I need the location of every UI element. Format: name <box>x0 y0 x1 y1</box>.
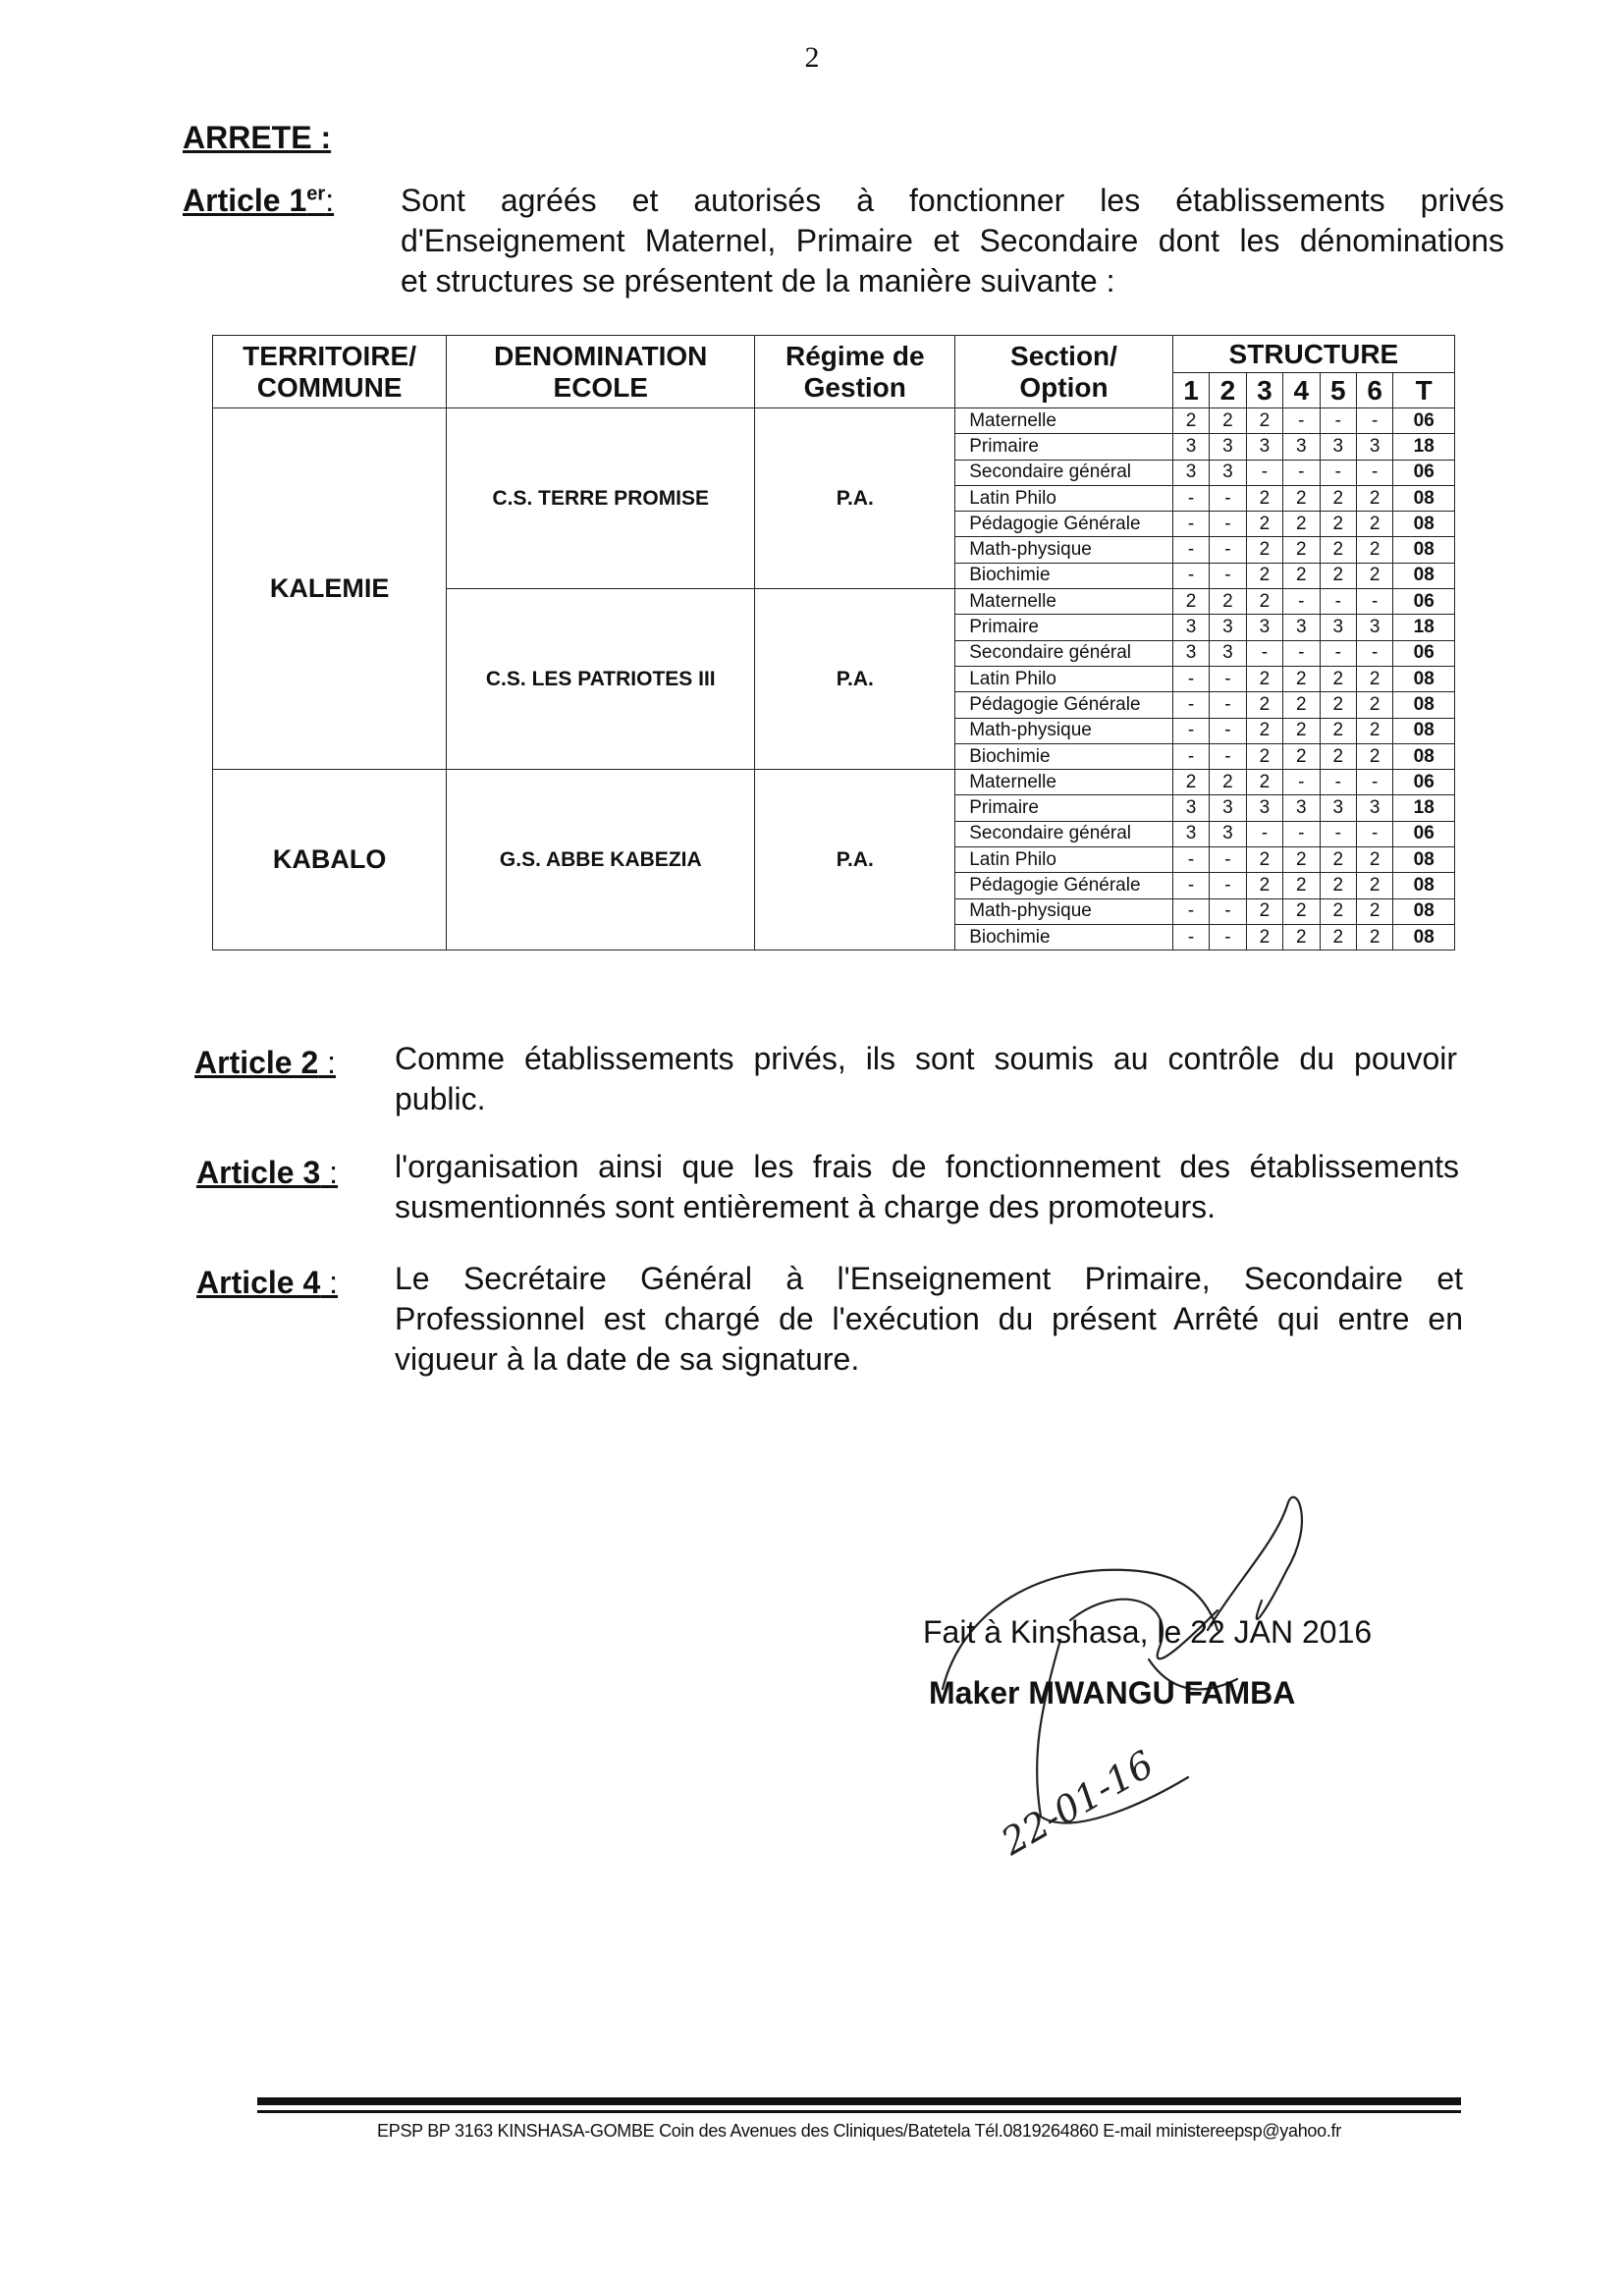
header-regime-line1: Régime de <box>785 340 925 371</box>
structure-value-cell: - <box>1172 718 1209 743</box>
header-territoire-line1: TERRITOIRE/ <box>243 340 417 371</box>
structure-value-cell: - <box>1356 770 1392 795</box>
article-3-line: l'organisation ainsi que les frais de fonctionnement des établissements <box>395 1149 1459 1184</box>
structure-value-cell: 2 <box>1283 666 1320 691</box>
structure-value-cell: 2 <box>1246 512 1282 537</box>
option-cell: Secondaire général <box>955 640 1173 666</box>
structure-value-cell: - <box>1246 821 1282 846</box>
structure-value-cell: - <box>1172 847 1209 873</box>
structure-value-cell: 2 <box>1356 743 1392 769</box>
structure-value-cell: - <box>1172 563 1209 588</box>
header-territoire-line2: COMMUNE <box>256 371 403 403</box>
structure-value-cell: 2 <box>1356 847 1392 873</box>
option-cell: Math-physique <box>955 537 1173 563</box>
structure-value-cell: 3 <box>1246 615 1282 640</box>
header-col-1: 1 <box>1172 373 1209 408</box>
article-2-label-text: Article 2 <box>194 1045 319 1080</box>
structure-value-cell: 2 <box>1320 743 1356 769</box>
article-4-label <box>196 1265 338 1301</box>
structure-total-cell: 18 <box>1393 615 1455 640</box>
structure-value-cell: - <box>1320 640 1356 666</box>
option-cell: Primaire <box>955 434 1173 460</box>
structure-value-cell: - <box>1210 743 1246 769</box>
structure-value-cell: 2 <box>1246 847 1282 873</box>
structure-value-cell: 2 <box>1246 924 1282 950</box>
header-col-3: 3 <box>1246 373 1282 408</box>
structure-value-cell: - <box>1283 770 1320 795</box>
article-1-line: Sont agréés et autorisés à fonctionner les établissements privés <box>401 183 1504 218</box>
structure-value-cell: 2 <box>1283 898 1320 924</box>
structure-value-cell: - <box>1210 847 1246 873</box>
structure-value-cell: 3 <box>1320 795 1356 821</box>
structure-value-cell: 2 <box>1320 666 1356 691</box>
structure-value-cell: - <box>1210 873 1246 898</box>
structure-value-cell: 2 <box>1320 873 1356 898</box>
handwritten-date: 22-01-16 <box>994 1742 1162 1864</box>
header-col-2: 2 <box>1210 373 1246 408</box>
structure-value-cell: 2 <box>1356 924 1392 950</box>
structure-total-cell: 08 <box>1393 924 1455 950</box>
structure-value-cell: 2 <box>1283 692 1320 718</box>
structure-value-cell: 3 <box>1320 615 1356 640</box>
structure-value-cell: - <box>1356 408 1392 434</box>
structure-value-cell: 2 <box>1356 692 1392 718</box>
article-3-colon: : <box>320 1155 339 1190</box>
structure-total-cell: 06 <box>1393 770 1455 795</box>
structure-total-cell: 06 <box>1393 408 1455 434</box>
structure-value-cell: 3 <box>1210 640 1246 666</box>
structure-value-cell: - <box>1210 537 1246 563</box>
table-row <box>213 770 1455 795</box>
territory-cell: KALEMIE <box>213 408 447 770</box>
structure-value-cell: - <box>1320 821 1356 846</box>
structure-value-cell: - <box>1172 873 1209 898</box>
option-cell: Secondaire général <box>955 821 1173 846</box>
structure-value-cell: - <box>1210 924 1246 950</box>
structure-total-cell: 06 <box>1393 640 1455 666</box>
regime-cell: P.A. <box>755 589 955 770</box>
structure-value-cell: 3 <box>1172 615 1209 640</box>
structure-value-cell: 2 <box>1320 537 1356 563</box>
structure-value-cell: 2 <box>1210 770 1246 795</box>
structure-value-cell: 2 <box>1356 873 1392 898</box>
structure-value-cell: 2 <box>1356 537 1392 563</box>
page-number: 2 <box>804 41 820 74</box>
option-cell: Math-physique <box>955 898 1173 924</box>
structure-value-cell: - <box>1283 408 1320 434</box>
header-col-6: 6 <box>1356 373 1392 408</box>
structure-value-cell: - <box>1246 460 1282 485</box>
structure-value-cell: - <box>1246 640 1282 666</box>
structure-value-cell: 2 <box>1246 692 1282 718</box>
structure-value-cell: - <box>1210 512 1246 537</box>
structure-total-cell: 06 <box>1393 589 1455 615</box>
article-2-line: Comme établissements privés, ils sont soumis au contrôle du pouvoir <box>395 1041 1457 1076</box>
structure-total-cell: 08 <box>1393 873 1455 898</box>
school-name-cell: G.S. ABBE KABEZIA <box>447 770 755 950</box>
structure-value-cell: 3 <box>1320 434 1356 460</box>
structure-value-cell: 2 <box>1283 743 1320 769</box>
structure-value-cell: - <box>1356 460 1392 485</box>
structure-value-cell: - <box>1210 692 1246 718</box>
signer-name: Maker MWANGU FAMBA <box>929 1675 1296 1711</box>
structure-value-cell: - <box>1283 821 1320 846</box>
header-col-total: T <box>1393 373 1455 408</box>
option-cell: Biochimie <box>955 563 1173 588</box>
structure-total-cell: 08 <box>1393 666 1455 691</box>
structure-value-cell: 2 <box>1283 485 1320 511</box>
structure-value-cell: 2 <box>1246 485 1282 511</box>
structure-value-cell: 2 <box>1320 485 1356 511</box>
structure-table <box>212 335 1455 950</box>
article-4-line: vigueur à la date de sa signature. <box>395 1341 860 1377</box>
structure-value-cell: - <box>1172 924 1209 950</box>
structure-value-cell: 2 <box>1246 563 1282 588</box>
structure-value-cell: 2 <box>1283 718 1320 743</box>
article-2-label <box>194 1045 336 1081</box>
structure-value-cell: - <box>1210 485 1246 511</box>
article-3-line: susmentionnés sont entièrement à charge des promoteurs. <box>395 1189 1217 1224</box>
structure-total-cell: 08 <box>1393 563 1455 588</box>
article-1-sup: er <box>306 183 326 205</box>
option-cell: Maternelle <box>955 770 1173 795</box>
structure-value-cell: - <box>1283 589 1320 615</box>
structure-value-cell: 2 <box>1246 718 1282 743</box>
option-cell: Latin Philo <box>955 666 1173 691</box>
structure-value-cell: - <box>1210 666 1246 691</box>
option-cell: Maternelle <box>955 589 1173 615</box>
structure-value-cell: 2 <box>1172 408 1209 434</box>
structure-value-cell: 3 <box>1172 640 1209 666</box>
header-denomination-line2: ECOLE <box>553 371 648 403</box>
structure-value-cell: - <box>1172 485 1209 511</box>
structure-value-cell: 2 <box>1320 898 1356 924</box>
structure-value-cell: 2 <box>1283 873 1320 898</box>
structure-value-cell: 2 <box>1356 898 1392 924</box>
option-cell: Secondaire général <box>955 460 1173 485</box>
structure-value-cell: - <box>1172 537 1209 563</box>
structure-value-cell: 2 <box>1246 898 1282 924</box>
structure-total-cell: 18 <box>1393 795 1455 821</box>
article-4-text <box>395 1259 1463 1380</box>
structure-value-cell: 2 <box>1283 512 1320 537</box>
structure-value-cell: 3 <box>1210 821 1246 846</box>
option-cell: Latin Philo <box>955 847 1173 873</box>
structure-value-cell: 3 <box>1356 615 1392 640</box>
structure-total-cell: 06 <box>1393 460 1455 485</box>
structure-value-cell: 2 <box>1246 770 1282 795</box>
structure-value-cell: - <box>1283 460 1320 485</box>
structure-value-cell: 3 <box>1172 795 1209 821</box>
option-cell: Latin Philo <box>955 485 1173 511</box>
header-section-line2: Option <box>1019 371 1109 403</box>
structure-value-cell: 2 <box>1283 563 1320 588</box>
structure-value-cell: - <box>1356 821 1392 846</box>
structure-value-cell: 3 <box>1210 795 1246 821</box>
structure-value-cell: 3 <box>1246 434 1282 460</box>
structure-value-cell: 2 <box>1283 924 1320 950</box>
structure-value-cell: 2 <box>1283 847 1320 873</box>
header-denomination <box>447 336 755 408</box>
structure-value-cell: 2 <box>1210 589 1246 615</box>
structure-value-cell: - <box>1210 898 1246 924</box>
structure-total-cell: 08 <box>1393 485 1455 511</box>
structure-value-cell: 2 <box>1356 485 1392 511</box>
footer-rule <box>257 2097 1461 2105</box>
structure-value-cell: - <box>1320 408 1356 434</box>
regime-cell: P.A. <box>755 408 955 589</box>
structure-value-cell: 2 <box>1356 563 1392 588</box>
article-2-text <box>395 1039 1457 1119</box>
article-4-colon: : <box>320 1265 339 1300</box>
article-4-line: Le Secrétaire Général à l'Enseignement Primaire, Secondaire et <box>395 1261 1463 1296</box>
option-cell: Primaire <box>955 795 1173 821</box>
article-4-line: Professionnel est chargé de l'exécution du présent Arrêté qui entre en <box>395 1301 1463 1336</box>
structure-value-cell: - <box>1356 640 1392 666</box>
table-row <box>213 408 1455 434</box>
structure-value-cell: - <box>1172 692 1209 718</box>
article-3-label-text: Article 3 <box>196 1155 321 1190</box>
article-1-line: et structures se présentent de la manière suivante : <box>401 263 1115 299</box>
article-3-label <box>196 1155 338 1191</box>
structure-value-cell: - <box>1320 460 1356 485</box>
structure-value-cell: 2 <box>1210 408 1246 434</box>
header-regime <box>755 336 955 408</box>
structure-value-cell: - <box>1172 743 1209 769</box>
structure-value-cell: 2 <box>1320 924 1356 950</box>
structure-total-cell: 08 <box>1393 847 1455 873</box>
structure-value-cell: 3 <box>1356 795 1392 821</box>
article-4-label-text: Article 4 <box>196 1265 321 1300</box>
option-cell: Pédagogie Générale <box>955 692 1173 718</box>
structure-total-cell: 08 <box>1393 898 1455 924</box>
structure-value-cell: 2 <box>1172 589 1209 615</box>
footer-address: EPSP BP 3163 KINSHASA-GOMBE Coin des Avenues des Cliniques/Batetela Tél.0819264860 E-mail ministereepsp@yahoo.fr <box>377 2121 1341 2141</box>
structure-value-cell: 2 <box>1246 666 1282 691</box>
structure-value-cell: 3 <box>1210 460 1246 485</box>
structure-total-cell: 18 <box>1393 434 1455 460</box>
structure-value-cell: - <box>1172 898 1209 924</box>
signature-place-date: Fait à Kinshasa, le 22 JAN 2016 <box>923 1614 1373 1650</box>
structure-value-cell: 2 <box>1320 718 1356 743</box>
article-1-label <box>183 183 334 219</box>
structure-total-cell: 06 <box>1393 821 1455 846</box>
structure-value-cell: - <box>1210 563 1246 588</box>
article-1-line: d'Enseignement Maternel, Primaire et Secondaire dont les dénominations <box>401 223 1504 258</box>
option-cell: Primaire <box>955 615 1173 640</box>
option-cell: Pédagogie Générale <box>955 512 1173 537</box>
structure-value-cell: 2 <box>1246 537 1282 563</box>
table-body <box>213 408 1455 950</box>
structure-value-cell: 3 <box>1283 615 1320 640</box>
structure-value-cell: 2 <box>1246 589 1282 615</box>
structure-value-cell: - <box>1320 770 1356 795</box>
header-regime-line2: Gestion <box>803 371 906 403</box>
header-structure: STRUCTURE <box>1172 336 1454 373</box>
article-2-line: public. <box>395 1081 486 1116</box>
option-cell: Maternelle <box>955 408 1173 434</box>
structure-value-cell: 2 <box>1172 770 1209 795</box>
structure-value-cell: 3 <box>1283 795 1320 821</box>
article-1-label-text: Article 1 <box>183 183 307 218</box>
structure-value-cell: 2 <box>1320 692 1356 718</box>
arrete-heading: ARRETE : <box>183 120 332 155</box>
structure-value-cell: 3 <box>1246 795 1282 821</box>
footer-rule-thin <box>257 2110 1461 2113</box>
header-col-4: 4 <box>1283 373 1320 408</box>
option-cell: Math-physique <box>955 718 1173 743</box>
structure-value-cell: 2 <box>1246 743 1282 769</box>
structure-value-cell: 2 <box>1320 563 1356 588</box>
structure-value-cell: 3 <box>1283 434 1320 460</box>
option-cell: Pédagogie Générale <box>955 873 1173 898</box>
structure-total-cell: 08 <box>1393 743 1455 769</box>
school-name-cell: C.S. TERRE PROMISE <box>447 408 755 589</box>
article-3-text <box>395 1147 1459 1227</box>
structure-value-cell: 2 <box>1283 537 1320 563</box>
structure-value-cell: - <box>1210 718 1246 743</box>
structure-value-cell: 2 <box>1320 847 1356 873</box>
structure-total-cell: 08 <box>1393 537 1455 563</box>
structure-value-cell: - <box>1283 640 1320 666</box>
structure-total-cell: 08 <box>1393 512 1455 537</box>
structure-value-cell: - <box>1172 666 1209 691</box>
structure-value-cell: - <box>1320 589 1356 615</box>
structure-value-cell: 2 <box>1320 512 1356 537</box>
structure-value-cell: 3 <box>1172 434 1209 460</box>
structure-value-cell: - <box>1172 512 1209 537</box>
structure-value-cell: 3 <box>1172 821 1209 846</box>
header-section <box>955 336 1173 408</box>
structure-value-cell: 3 <box>1210 434 1246 460</box>
structure-value-cell: 3 <box>1172 460 1209 485</box>
structure-value-cell: 2 <box>1356 512 1392 537</box>
structure-value-cell: 2 <box>1356 718 1392 743</box>
header-section-line1: Section/ <box>1010 340 1117 371</box>
structure-value-cell: 3 <box>1210 615 1246 640</box>
option-cell: Biochimie <box>955 924 1173 950</box>
article-2-colon: : <box>318 1045 337 1080</box>
structure-total-cell: 08 <box>1393 692 1455 718</box>
header-col-5: 5 <box>1320 373 1356 408</box>
option-cell: Biochimie <box>955 743 1173 769</box>
regime-cell: P.A. <box>755 770 955 950</box>
structure-value-cell: - <box>1356 589 1392 615</box>
header-territoire <box>213 336 447 408</box>
school-name-cell: C.S. LES PATRIOTES III <box>447 589 755 770</box>
structure-value-cell: 2 <box>1246 408 1282 434</box>
header-denomination-line1: DENOMINATION <box>494 340 708 371</box>
article-1-text <box>401 181 1504 301</box>
structure-total-cell: 08 <box>1393 718 1455 743</box>
structure-value-cell: 3 <box>1356 434 1392 460</box>
structure-value-cell: 2 <box>1356 666 1392 691</box>
article-1-colon: : <box>325 183 335 218</box>
territory-cell: KABALO <box>213 770 447 950</box>
structure-value-cell: 2 <box>1246 873 1282 898</box>
